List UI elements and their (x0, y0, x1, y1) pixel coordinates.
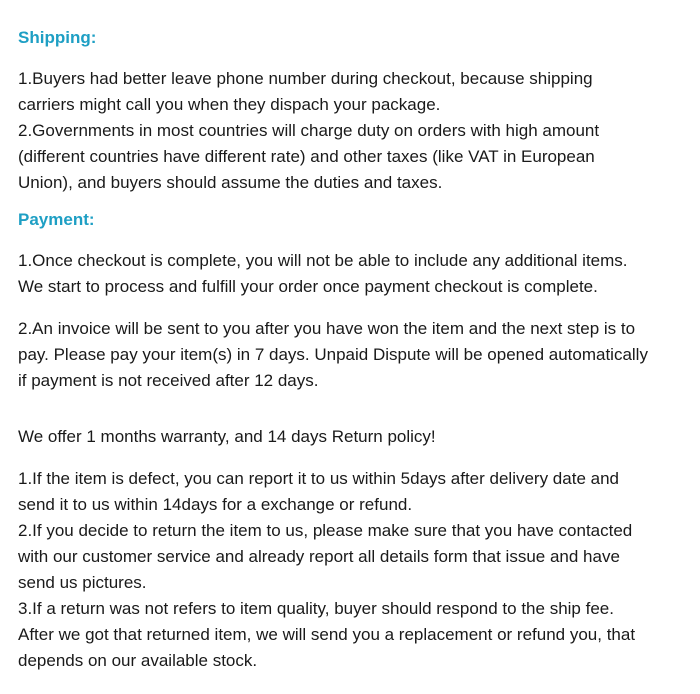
shipping-text (18, 66, 700, 196)
warranty-title: We offer 1 months warranty, and 14 days Return policy! (18, 427, 436, 446)
warranty-line: send it to us within 14days for a exchange or refund. (18, 495, 413, 514)
warranty-line: 2.If you decide to return the item to us, please make sure that you have contacted (18, 521, 633, 540)
warranty-line: depends on our available stock. (18, 651, 258, 670)
shipping-line: (different countries have different rate) and other taxes (like VAT in European (18, 147, 595, 166)
payment-line: if payment is not received after 12 days. (18, 371, 319, 390)
warranty-line: with our customer service and already report all details form that issue and have (18, 547, 620, 566)
warranty-line: send us pictures. (18, 573, 147, 592)
warranty-text (18, 466, 700, 674)
shipping-line: carriers might call you when they dispach your package. (18, 95, 441, 114)
warranty-line: After we got that returned item, we will send you a replacement or refund you, that (18, 625, 636, 644)
payment-paragraph-1 (18, 248, 700, 300)
warranty-line: 1.If the item is defect, you can report it to us within 5days after delivery date and (18, 469, 619, 488)
payment-line: We start to process and fulfill your order once payment checkout is complete. (18, 277, 598, 296)
shipping-line: 1.Buyers had better leave phone number during checkout, because shipping (18, 69, 593, 88)
payment-line: 1.Once checkout is complete, you will not be able to include any additional items. (18, 251, 628, 270)
shipping-line: Union), and buyers should assume the duties and taxes. (18, 173, 443, 192)
payment-heading: Payment: (18, 210, 95, 229)
shipping-heading: Shipping: (18, 28, 97, 47)
shipping-line: 2.Governments in most countries will charge duty on orders with high amount (18, 121, 600, 140)
payment-line: 2.An invoice will be sent to you after you have won the item and the next step is to (18, 319, 636, 338)
payment-paragraph-2 (18, 316, 700, 394)
payment-line: pay. Please pay your item(s) in 7 days. Unpaid Dispute will be opened automatically (18, 345, 648, 364)
warranty-line: 3.If a return was not refers to item quality, buyer should respond to the ship fee. (18, 599, 614, 618)
